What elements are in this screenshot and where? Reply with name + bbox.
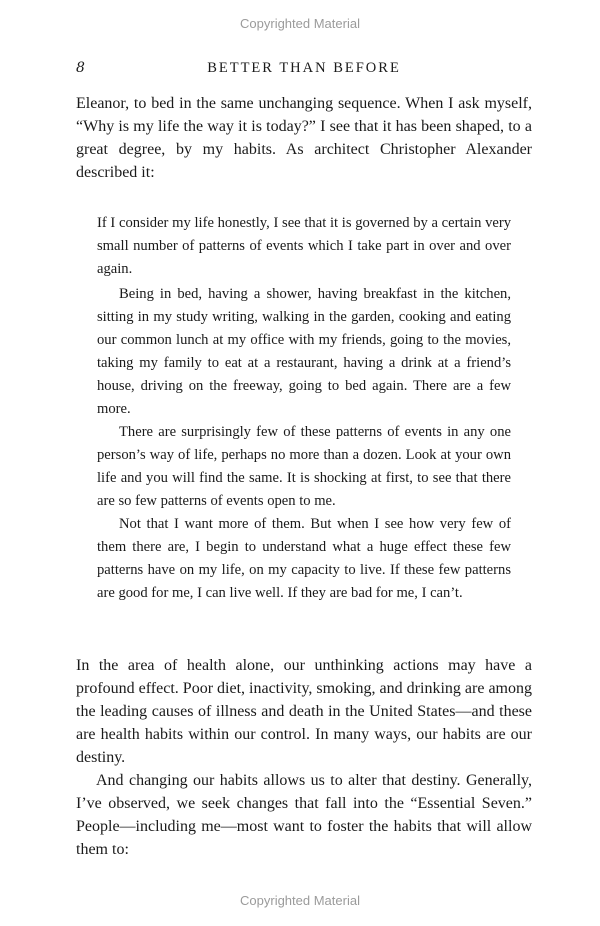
watermark-top: Copyrighted Material: [240, 16, 360, 31]
quote-paragraph: There are surprisingly few of these patterns of events in any one person’s way of life, perhaps no more than a dozen. Look at your own life and you will find the same. It is shocking at first, to see that there are so few patterns of events open to me.: [97, 424, 511, 509]
quote-paragraph: If I consider my life honestly, I see that it is governed by a certain very small number of patterns of events which I take part in over and over again.: [97, 215, 511, 277]
watermark-bottom: Copyrighted Material: [240, 893, 360, 908]
running-head: BETTER THAN BEFORE: [207, 60, 401, 76]
intro-paragraph: Eleanor, to bed in the same unchanging sequence. When I ask myself, “Why is my life the way it is today?” I see that it has been shaped, to a great degree, by my habits. As architect Christopher Alexander described it:: [76, 95, 532, 181]
body-paragraph: In the area of health alone, our unthinking actions may have a profound effect. Poor diet, inactivity, smoking, and drinking are among the leading causes of illness and death in the United States—and these are health habits within our control. In many ways, our habits are our destiny.: [76, 657, 532, 766]
quote-paragraph: Being in bed, having a shower, having breakfast in the kitchen, sitting in my study writing, walking in the garden, cooking and eating our common lunch at my office with my friends, going to the movies, taking my family to eat at a restaurant, having a drink at a friend’s house, driving on the freeway, going to bed again. There are a few more.: [97, 286, 511, 417]
quote-paragraph: Not that I want more of them. But when I see how very few of them there are, I begin to understand what a huge effect these few patterns have on my life, on my capacity to live. If these few patterns are good for me, I can live well. If they are bad for me, I can’t.: [97, 516, 511, 601]
body-paragraph: And changing our habits allows us to alter that destiny. Generally, I’ve observed, we seek changes that fall into the “Essential Seven.” People—including me—most want to foster the habits that will allow them to:: [76, 772, 532, 858]
page-number: 8: [76, 60, 85, 76]
